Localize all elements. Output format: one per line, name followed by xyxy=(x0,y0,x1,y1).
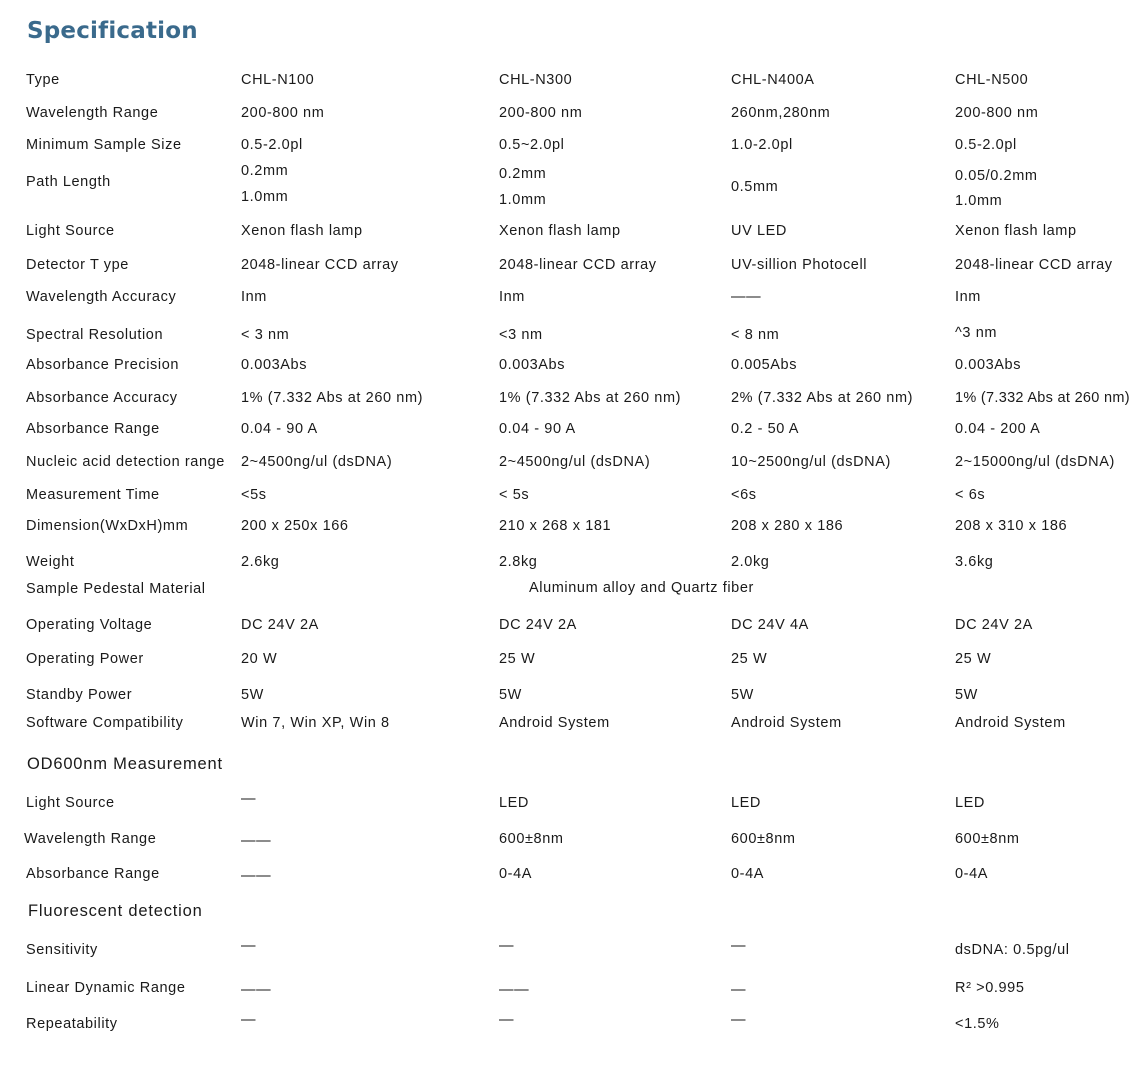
spec-value: 5W xyxy=(499,687,522,703)
spec-label: Linear Dynamic Range xyxy=(26,980,186,996)
spec-value: — xyxy=(499,1012,515,1028)
spec-value: 25 W xyxy=(731,651,768,667)
spec-label: Absorbance Precision xyxy=(26,357,180,373)
spec-value: —— xyxy=(241,868,272,884)
model-name: CHL-N400A xyxy=(731,72,815,88)
spec-row xyxy=(0,326,1140,350)
spec-value: 0.2 - 50 A xyxy=(731,421,800,437)
spec-row xyxy=(0,865,1140,889)
section-heading-od600: OD600nm Measurement xyxy=(27,755,223,773)
spec-value: Xenon flash lamp xyxy=(241,223,363,239)
spec-value: 1.0mm xyxy=(955,193,1003,209)
spec-value: 600±8nm xyxy=(731,831,796,847)
spec-value: <1.5% xyxy=(955,1016,1000,1032)
spec-label: Wavelength Range xyxy=(24,831,157,847)
spec-row xyxy=(0,580,1140,604)
spec-value: 3.6kg xyxy=(955,554,994,570)
spec-label: Light Source xyxy=(26,795,115,811)
spec-value: 2% (7.332 Abs at 260 nm) xyxy=(731,390,914,406)
spec-row xyxy=(0,389,1140,413)
spec-value: 2.6kg xyxy=(241,554,280,570)
spec-row xyxy=(0,222,1140,246)
spec-label: Operating Voltage xyxy=(26,617,153,633)
spec-value: 200 x 250x 166 xyxy=(241,518,349,534)
spec-value: 208 x 310 x 186 xyxy=(955,518,1068,534)
spec-label: Weight xyxy=(26,554,75,570)
spec-label: Detector T ype xyxy=(26,257,129,273)
spec-value: 0.2mm xyxy=(241,163,289,179)
spec-value: —— xyxy=(241,833,272,849)
spec-value: Inm xyxy=(241,289,267,305)
spec-value: 0.5-2.0pl xyxy=(955,137,1017,153)
spec-value: — xyxy=(499,938,515,954)
spec-value: Inm xyxy=(499,289,525,305)
spec-value: 260nm,280nm xyxy=(731,105,831,121)
spec-label: Dimension(WxDxH)mm xyxy=(26,518,189,534)
spec-row xyxy=(0,938,1140,965)
spec-value: —— xyxy=(499,982,530,998)
spec-label: Absorbance Range xyxy=(26,421,160,437)
spec-value: 10~2500ng/ul (dsDNA) xyxy=(731,454,891,470)
spec-value: 210 x 268 x 181 xyxy=(499,518,612,534)
spec-row xyxy=(0,288,1140,312)
spec-value: < 8 nm xyxy=(731,327,780,343)
spec-value: < 3 nm xyxy=(241,327,290,343)
spec-row xyxy=(0,830,1140,854)
spec-row xyxy=(0,486,1140,510)
spec-value: Aluminum alloy and Quartz fiber xyxy=(529,580,754,596)
spec-label: Sample Pedestal Material xyxy=(26,581,206,597)
spec-row xyxy=(0,161,1140,211)
spec-row xyxy=(0,553,1140,577)
spec-value: 600±8nm xyxy=(499,831,564,847)
spec-value: <5s xyxy=(241,487,267,503)
spec-label: Operating Power xyxy=(26,651,144,667)
spec-value: —— xyxy=(731,289,762,305)
spec-value: 0-4A xyxy=(499,866,533,882)
spec-row xyxy=(0,1012,1140,1039)
spec-value: 0.5mm xyxy=(731,179,779,195)
spec-value: <3 nm xyxy=(499,327,543,343)
spec-value: 25 W xyxy=(955,651,992,667)
spec-value: — xyxy=(731,1012,747,1028)
spec-row xyxy=(0,791,1140,818)
spec-value: 1% (7.332 Abs at 260 nm) xyxy=(499,390,682,406)
spec-row xyxy=(0,453,1140,477)
spec-value: 1% (7.332 Abs at 260 nm) xyxy=(955,390,1130,406)
spec-label: Wavelength Range xyxy=(26,105,159,121)
spec-value: 0-4A xyxy=(731,866,765,882)
spec-value: Android System xyxy=(955,715,1066,731)
spec-value: DC 24V 4A xyxy=(731,617,809,633)
spec-label: Light Source xyxy=(26,223,115,239)
model-name: CHL-N500 xyxy=(955,72,1029,88)
spec-value: 600±8nm xyxy=(955,831,1020,847)
spec-value: DC 24V 2A xyxy=(499,617,577,633)
spec-label: Wavelength Accuracy xyxy=(26,289,177,305)
spec-row xyxy=(0,650,1140,674)
spec-value: — xyxy=(731,938,747,954)
spec-value: LED xyxy=(499,795,530,811)
spec-label: Path Length xyxy=(26,174,111,190)
spec-label: Repeatability xyxy=(26,1016,118,1032)
spec-label: Minimum Sample Size xyxy=(26,137,182,153)
spec-value: 2048-linear CCD array xyxy=(241,257,399,273)
spec-row xyxy=(0,979,1140,1003)
spec-value: 5W xyxy=(955,687,978,703)
spec-value: 0.05/0.2mm xyxy=(955,168,1038,184)
spec-value: —— xyxy=(241,982,272,998)
spec-value: Inm xyxy=(955,289,981,305)
spec-row xyxy=(0,136,1140,160)
section-heading-fluorescent: Fluorescent detection xyxy=(28,902,203,920)
spec-header-row xyxy=(0,71,1140,95)
model-name: CHL-N300 xyxy=(499,72,573,88)
spec-label: Measurement Time xyxy=(26,487,160,503)
spec-value: 0.2mm xyxy=(499,166,547,182)
spec-value: 2.0kg xyxy=(731,554,770,570)
spec-value: 0.04 - 90 A xyxy=(499,421,576,437)
spec-row xyxy=(0,517,1140,541)
spec-value: Android System xyxy=(731,715,842,731)
spec-label: Nucleic acid detection range xyxy=(26,454,225,470)
spec-value: 1.0-2.0pl xyxy=(731,137,793,153)
spec-value: 200-800 nm xyxy=(499,105,583,121)
spec-value: 2048-linear CCD array xyxy=(499,257,657,273)
spec-value: 2.8kg xyxy=(499,554,538,570)
spec-value: 1% (7.332 Abs at 260 nm) xyxy=(241,390,424,406)
spec-value: LED xyxy=(955,795,986,811)
spec-value: UV-sillion Photocell xyxy=(731,257,868,273)
spec-value: dsDNA: 0.5pg/ul xyxy=(955,942,1070,958)
spec-value: 5W xyxy=(731,687,754,703)
spec-row xyxy=(0,714,1140,738)
spec-row xyxy=(0,420,1140,444)
spec-value: 0.5-2.0pl xyxy=(241,137,303,153)
spec-value: < 5s xyxy=(499,487,530,503)
spec-value: Xenon flash lamp xyxy=(499,223,621,239)
spec-row xyxy=(0,256,1140,280)
spec-value: — xyxy=(241,1012,257,1028)
spec-label: Type xyxy=(26,72,60,88)
spec-label: Absorbance Range xyxy=(26,866,160,882)
spec-value: 0.003Abs xyxy=(955,357,1022,373)
spec-row xyxy=(0,356,1140,380)
spec-value: 20 W xyxy=(241,651,278,667)
spec-value: 2~4500ng/ul (dsDNA) xyxy=(241,454,393,470)
spec-label: Absorbance Accuracy xyxy=(26,390,178,406)
spec-value: 0.04 - 200 A xyxy=(955,421,1041,437)
spec-row xyxy=(0,616,1140,640)
spec-value: — xyxy=(731,982,747,998)
spec-value: — xyxy=(241,791,257,807)
spec-value: 200-800 nm xyxy=(955,105,1039,121)
spec-value: LED xyxy=(731,795,762,811)
spec-row xyxy=(0,104,1140,128)
model-name: CHL-N100 xyxy=(241,72,315,88)
spec-value: 0.003Abs xyxy=(241,357,308,373)
spec-label: Software Compatibility xyxy=(26,715,184,731)
spec-value: 208 x 280 x 186 xyxy=(731,518,844,534)
spec-label: Sensitivity xyxy=(26,942,98,958)
spec-value: 200-800 nm xyxy=(241,105,325,121)
spec-label: Spectral Resolution xyxy=(26,327,164,343)
spec-value: — xyxy=(241,938,257,954)
spec-value: 2~4500ng/ul (dsDNA) xyxy=(499,454,651,470)
spec-value: 5W xyxy=(241,687,264,703)
spec-value: 0.5~2.0pl xyxy=(499,137,565,153)
spec-value: 1.0mm xyxy=(499,192,547,208)
spec-value: 25 W xyxy=(499,651,536,667)
spec-value: ^3 nm xyxy=(955,325,998,341)
page-title: Specification xyxy=(27,18,198,44)
spec-value: DC 24V 2A xyxy=(241,617,319,633)
spec-label: Standby Power xyxy=(26,687,133,703)
spec-value: DC 24V 2A xyxy=(955,617,1033,633)
spec-value: UV LED xyxy=(731,223,787,239)
spec-value: 0-4A xyxy=(955,866,989,882)
spec-value: R² >0.995 xyxy=(955,980,1025,996)
spec-value: <6s xyxy=(731,487,757,503)
spec-value: 2048-linear CCD array xyxy=(955,257,1113,273)
spec-value: 0.003Abs xyxy=(499,357,566,373)
spec-value: Android System xyxy=(499,715,610,731)
spec-value: Xenon flash lamp xyxy=(955,223,1077,239)
spec-row xyxy=(0,686,1140,710)
spec-value: 0.005Abs xyxy=(731,357,798,373)
spec-value: 1.0mm xyxy=(241,189,289,205)
spec-value: Win 7, Win XP, Win 8 xyxy=(241,715,390,731)
spec-value: 2~15000ng/ul (dsDNA) xyxy=(955,454,1115,470)
spec-value: 0.04 - 90 A xyxy=(241,421,318,437)
spec-value: < 6s xyxy=(955,487,986,503)
